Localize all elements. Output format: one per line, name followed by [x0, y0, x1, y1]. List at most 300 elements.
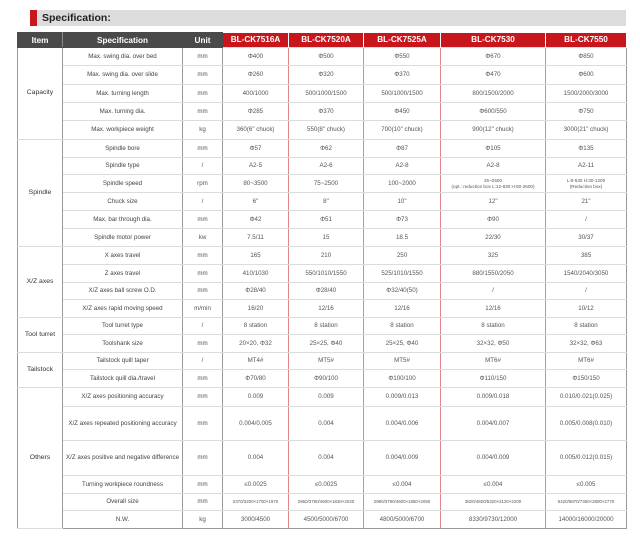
table-row [18, 388, 627, 407]
value-text: Φ90 [487, 215, 499, 223]
value-text: Φ470 [485, 71, 501, 79]
unit-cell: / [183, 193, 223, 211]
unit-cell: mm [183, 476, 223, 494]
value-cell [441, 158, 546, 175]
value-text: 500/1000/1500 [305, 89, 347, 97]
value-cell [223, 103, 289, 121]
table-row [18, 247, 627, 265]
value-text: 16/20 [247, 304, 264, 312]
unit-cell: mm [183, 48, 223, 66]
value-text: 210 [320, 251, 332, 259]
value-text: 32×32, Φ63 [569, 339, 603, 347]
value-text: ≤0.005 [576, 480, 596, 488]
unit-cell: kg [183, 121, 223, 140]
value-text: 550/1010/1550 [305, 269, 347, 277]
value-cell [546, 441, 627, 476]
spec-name-cell: Turning workpiece roundness [63, 476, 183, 494]
spec-name-cell: Max. workpiece weight [63, 121, 183, 140]
value-text: 21" [581, 197, 591, 205]
value-text: A2-11 [577, 162, 595, 170]
value-cell [289, 175, 364, 193]
value-cell [546, 353, 627, 370]
value-text: 550(8" chuck) [307, 126, 345, 134]
table-row [18, 511, 627, 529]
value-text: A2-8 [486, 162, 500, 170]
value-text: 18.5 [395, 233, 409, 241]
spec-name-cell: Toolshank size [63, 335, 183, 353]
value-text: 3820/4820/5320×2120×2200 [464, 499, 522, 505]
value-cell [223, 247, 289, 265]
spec-name-cell: Spindle type [63, 158, 183, 175]
value-cell [364, 247, 441, 265]
value-text: Φ600 [578, 71, 594, 79]
value-cell [289, 121, 364, 140]
table-body [18, 48, 627, 529]
value-text: 100~2000 [388, 179, 416, 187]
unit-cell: m/min [183, 300, 223, 318]
value-cell [289, 494, 364, 511]
table-row [18, 48, 627, 66]
value-text: 0.009 [318, 393, 334, 401]
value-cell [441, 335, 546, 353]
value-cell [223, 370, 289, 388]
value-cell [289, 211, 364, 229]
value-cell [223, 353, 289, 370]
value-text: 25×25, Φ40 [385, 339, 419, 347]
value-cell [289, 140, 364, 158]
value-cell [223, 476, 289, 494]
value-cell [223, 121, 289, 140]
value-text: 75~2500 [313, 179, 339, 187]
value-cell [364, 193, 441, 211]
spec-name-cell: X/Z axes ball screw O.D. [63, 283, 183, 300]
value-cell [441, 175, 546, 193]
value-text: Φ70/80 [245, 374, 266, 382]
value-note: (opt.: reduction box L:12-830 H:50-2500) [451, 183, 535, 189]
spec-name-cell: Tailstock quill taper [63, 353, 183, 370]
value-cell [289, 85, 364, 103]
unit-cell: rpm [183, 175, 223, 193]
value-cell [223, 48, 289, 66]
value-cell [223, 335, 289, 353]
value-text: A2-6 [319, 162, 333, 170]
table-row [18, 441, 627, 476]
value-cell [364, 211, 441, 229]
value-text: 10/12 [578, 304, 594, 312]
value-text: 0.009/0.013 [385, 393, 419, 401]
value-cell [441, 193, 546, 211]
value-text: MT6# [485, 357, 501, 365]
value-cell [223, 211, 289, 229]
value-text: Φ28/40 [315, 287, 337, 295]
value-text: 8" [323, 197, 329, 205]
value-text: Φ260 [247, 71, 264, 79]
table-row [18, 175, 627, 193]
value-text: 80~3500 [243, 179, 268, 187]
table-row [18, 476, 627, 494]
value-cell [546, 511, 627, 529]
table-row [18, 85, 627, 103]
value-text: ≤0.004 [392, 480, 412, 488]
value-text: 2980/3790/4600×1850×2050 [373, 499, 431, 505]
value-text: 30/37 [578, 233, 594, 241]
value-text: Φ750 [578, 107, 594, 115]
value-text: 0.004/0.005 [239, 419, 272, 427]
value-cell [441, 476, 546, 494]
value-cell [546, 140, 627, 158]
value-text: 20×20, Φ32 [239, 339, 272, 347]
value-text: MT5# [394, 357, 410, 365]
value-text: 10" [397, 197, 407, 205]
table-row [18, 370, 627, 388]
value-cell [223, 283, 289, 300]
value-cell [441, 388, 546, 407]
unit-cell: mm [183, 370, 223, 388]
value-text: MT5# [318, 357, 334, 365]
unit-cell: mm [183, 211, 223, 229]
value-text: 7.5/11 [247, 233, 264, 241]
value-cell [546, 300, 627, 318]
column-header-specification: Specification [63, 33, 183, 48]
unit-cell: / [183, 158, 223, 175]
value-text: 0.005/0.012(0.015) [559, 454, 613, 462]
unit-cell: mm [183, 265, 223, 283]
value-text: Φ51 [320, 215, 332, 223]
spec-name-cell: X axes travel [63, 247, 183, 265]
value-text: Φ450 [394, 107, 410, 115]
value-cell [223, 300, 289, 318]
column-header-model: BL-CK7520A [289, 33, 364, 48]
column-header-item: Item [18, 33, 63, 48]
value-cell [546, 48, 627, 66]
value-text: Φ285 [247, 107, 264, 115]
value-cell [364, 66, 441, 85]
unit-cell: kw [183, 229, 223, 247]
value-cell [223, 158, 289, 175]
value-cell [546, 388, 627, 407]
unit-cell: / [183, 318, 223, 335]
value-text: 250 [396, 251, 408, 259]
value-cell [546, 407, 627, 441]
value-text: 325 [487, 251, 499, 259]
value-cell [441, 48, 546, 66]
table-row [18, 121, 627, 140]
value-text: Φ73 [396, 215, 408, 223]
value-cell [223, 494, 289, 511]
section-header-bar [30, 10, 626, 26]
table-row [18, 494, 627, 511]
table-row [18, 158, 627, 175]
value-cell [289, 370, 364, 388]
unit-cell: mm [183, 247, 223, 265]
group-label: Tailstock [18, 353, 63, 388]
table-row [18, 193, 627, 211]
value-text: 1500/2000/3000 [563, 89, 609, 97]
value-text: 525/1010/1550 [381, 269, 423, 277]
value-text: 4800/5000/6700 [379, 515, 425, 523]
value-cell [441, 121, 546, 140]
value-text: 12/16 [485, 304, 501, 312]
value-cell [289, 229, 364, 247]
unit-cell: mm [183, 283, 223, 300]
value-cell [364, 511, 441, 529]
value-cell [223, 66, 289, 85]
value-cell [289, 283, 364, 300]
table-row [18, 265, 627, 283]
value-text: Φ42 [249, 215, 262, 223]
spec-name-cell: Max. turning dia. [63, 103, 183, 121]
value-text: A2-8 [395, 162, 409, 170]
value-text: 8 station [243, 322, 268, 330]
spec-name-cell: Spindle motor power [63, 229, 183, 247]
value-cell [289, 48, 364, 66]
value-text: 4500/5000/6700 [303, 515, 349, 523]
value-text: Φ32/40(50) [386, 287, 418, 295]
value-cell [364, 407, 441, 441]
unit-cell: mm [183, 66, 223, 85]
value-text: 12/16 [394, 304, 410, 312]
value-cell [364, 353, 441, 370]
value-cell [441, 300, 546, 318]
group-label: X/Z axes [18, 247, 63, 318]
value-text: 25~2500 [483, 178, 502, 184]
spec-name-cell: Tool turret type [63, 318, 183, 335]
value-cell [289, 265, 364, 283]
value-text: 700(10" chuck) [381, 126, 423, 134]
value-cell [441, 247, 546, 265]
value-cell [441, 353, 546, 370]
value-cell [441, 85, 546, 103]
value-cell [289, 300, 364, 318]
value-text: Φ62 [320, 144, 332, 152]
value-cell [546, 85, 627, 103]
table-row [18, 103, 627, 121]
value-cell [546, 66, 627, 85]
value-cell [289, 476, 364, 494]
value-text: ≤0.0025 [244, 480, 267, 488]
value-cell [441, 66, 546, 85]
value-cell [546, 247, 627, 265]
value-cell [441, 229, 546, 247]
spec-name-cell: Tailstock quill dia./travel [63, 370, 183, 388]
value-cell [441, 211, 546, 229]
value-cell [289, 407, 364, 441]
value-text: 32×32, Φ50 [476, 339, 510, 347]
value-text: 22/30 [485, 233, 501, 241]
value-text: 12" [488, 197, 498, 205]
value-text: / [585, 287, 587, 295]
value-text: 8330/9730/12000 [468, 515, 518, 523]
value-text: 0.004 [318, 419, 334, 427]
spec-name-cell: Spindle bore [63, 140, 183, 158]
value-text: 400/1000 [242, 89, 269, 97]
value-cell [546, 193, 627, 211]
value-text: 900(12" chuck) [472, 126, 514, 134]
value-cell [546, 211, 627, 229]
spec-name-cell: Spindle speed [63, 175, 183, 193]
value-text: 165 [250, 251, 261, 259]
value-cell [223, 441, 289, 476]
spec-name-cell: Max. turning length [63, 85, 183, 103]
unit-cell: mm [183, 335, 223, 353]
unit-cell: mm [183, 441, 223, 476]
table-row [18, 283, 627, 300]
group-label: Tool turret [18, 318, 63, 353]
unit-cell: mm [183, 85, 223, 103]
spec-name-cell: Chuck size [63, 193, 183, 211]
value-text: Φ100/100 [388, 374, 416, 382]
value-text: 8 station [574, 322, 598, 330]
table-header-row [18, 33, 627, 48]
value-text: Φ370 [394, 71, 410, 79]
value-cell [441, 140, 546, 158]
table-row [18, 211, 627, 229]
value-text: 5420/5870/7360×2800×2770 [557, 499, 615, 505]
value-cell [289, 335, 364, 353]
value-cell [546, 158, 627, 175]
spec-name-cell: X/Z axes repeated positioning accuracy [63, 407, 183, 441]
unit-cell: mm [183, 103, 223, 121]
value-text: 0.009 [247, 393, 264, 401]
value-cell [223, 318, 289, 335]
value-cell [223, 407, 289, 441]
column-header-unit: Unit [183, 33, 223, 48]
table-row [18, 66, 627, 85]
value-text: 0.004 [318, 454, 334, 462]
section-header [0, 0, 640, 27]
spec-name-cell: Max. swing dia. over slide [63, 66, 183, 85]
value-text: 12/16 [318, 304, 334, 312]
value-cell [364, 335, 441, 353]
value-cell [364, 388, 441, 407]
value-cell [223, 175, 289, 193]
value-cell [364, 300, 441, 318]
value-text: Φ400 [247, 52, 264, 60]
value-text: 25×25, Φ40 [309, 339, 343, 347]
value-cell [441, 407, 546, 441]
value-text: Φ550 [394, 52, 410, 60]
spec-name-cell: Overall size [63, 494, 183, 511]
value-cell [441, 441, 546, 476]
value-cell [223, 265, 289, 283]
value-text: 15 [322, 233, 330, 241]
value-note: (Reduction box) [569, 183, 603, 189]
value-text: ≤0.004 [483, 480, 503, 488]
value-text: 0.004/0.007 [476, 419, 510, 427]
value-cell [223, 85, 289, 103]
value-cell [289, 353, 364, 370]
value-text: Φ600/550 [479, 107, 507, 115]
value-cell [223, 511, 289, 529]
column-header-model: BL-CK7530 [441, 33, 546, 48]
value-cell [546, 335, 627, 353]
spec-name-cell: X/Z axes positioning accuracy [63, 388, 183, 407]
value-cell [441, 370, 546, 388]
value-text: Φ500 [318, 52, 334, 60]
unit-cell: mm [183, 407, 223, 441]
value-cell [441, 265, 546, 283]
value-cell [289, 441, 364, 476]
section-header-marker [30, 10, 37, 26]
value-text: Φ87 [396, 144, 408, 152]
value-text: Φ135 [578, 144, 594, 152]
value-cell [364, 370, 441, 388]
column-header-model: BL-CK7550 [546, 33, 627, 48]
value-cell [364, 175, 441, 193]
spec-name-cell: X/Z axes rapid moving speed [63, 300, 183, 318]
value-text: / [585, 215, 587, 223]
value-text: 410/1030 [242, 269, 269, 277]
value-cell [364, 476, 441, 494]
value-cell [289, 66, 364, 85]
value-text: 880/1550/2050 [472, 269, 514, 277]
value-cell [546, 103, 627, 121]
value-cell [441, 103, 546, 121]
table-row [18, 407, 627, 441]
value-text: 0.004 [247, 454, 264, 462]
value-text: 0.004/0.009 [476, 454, 510, 462]
value-text: 0.004/0.006 [385, 419, 419, 427]
value-text: 0.005/0.008(0.010) [559, 419, 613, 427]
value-cell [289, 247, 364, 265]
group-label: Spindle [18, 140, 63, 247]
unit-cell: kg [183, 511, 223, 529]
unit-cell: mm [183, 494, 223, 511]
value-text: 3000/4500 [240, 515, 271, 523]
value-cell [223, 388, 289, 407]
value-text: 360(6" chuck) [236, 126, 275, 134]
unit-cell: mm [183, 140, 223, 158]
value-text: 14000/16000/20000 [558, 515, 614, 523]
value-text: Φ150/150 [572, 374, 600, 382]
value-text: 6" [252, 197, 259, 205]
value-text: 800/1500/2000 [472, 89, 514, 97]
value-cell [546, 265, 627, 283]
column-header-model: BL-CK7525A [364, 33, 441, 48]
value-cell [364, 265, 441, 283]
value-text: 0.010/0.021(0.025) [559, 393, 613, 401]
value-text: 500/1000/1500 [381, 89, 423, 97]
spec-name-cell: Max. swing dia. over bed [63, 48, 183, 66]
value-text: Φ370 [318, 107, 334, 115]
spec-name-cell: Z axes travel [63, 265, 183, 283]
value-text: 8 station [390, 322, 414, 330]
value-cell [289, 388, 364, 407]
value-text: 385 [580, 251, 592, 259]
value-text: A2-5 [248, 162, 263, 170]
value-cell [364, 494, 441, 511]
value-cell [223, 229, 289, 247]
table-row [18, 335, 627, 353]
value-text: 2860/3790/4600×1830×2020 [297, 499, 355, 505]
value-cell [289, 158, 364, 175]
table-row [18, 140, 627, 158]
value-cell [546, 370, 627, 388]
unit-cell: / [183, 353, 223, 370]
value-text: 0.004/0.009 [385, 454, 419, 462]
value-cell [289, 193, 364, 211]
table-row [18, 300, 627, 318]
value-text: Φ110/150 [479, 374, 507, 382]
specification-table [17, 32, 627, 529]
value-text: Φ850 [578, 52, 594, 60]
value-cell [223, 193, 289, 211]
value-text: L:8-530 H:30-1200 [566, 178, 606, 184]
value-cell [546, 283, 627, 300]
value-text: Φ670 [485, 52, 501, 60]
value-cell [441, 494, 546, 511]
table-row [18, 229, 627, 247]
